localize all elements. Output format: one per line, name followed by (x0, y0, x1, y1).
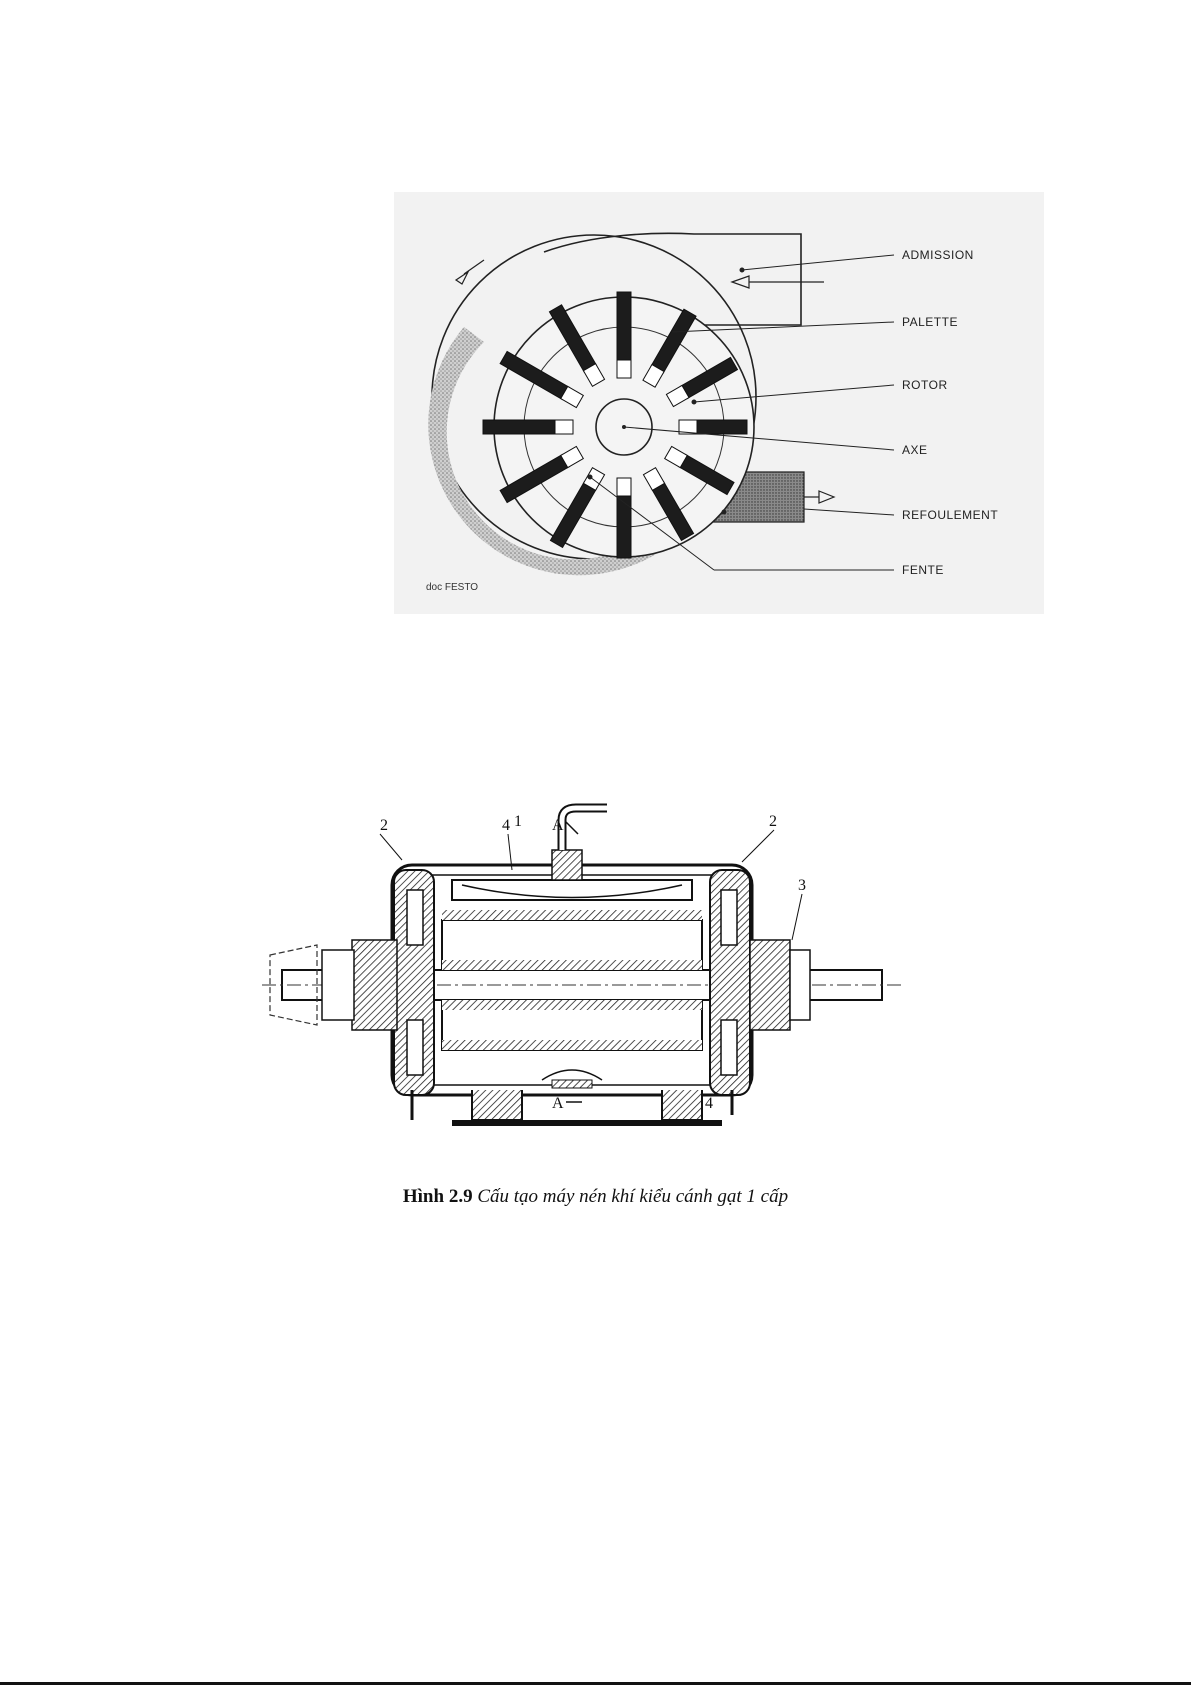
part-number-2-right: 2 (769, 813, 777, 830)
figure-credit: doc FESTO (426, 582, 479, 593)
part-number-2-left: 2 (380, 817, 388, 834)
label-rotor: ROTOR (902, 378, 948, 392)
caption-text: Cấu tạo máy nén khí kiểu cánh gạt 1 cấp (477, 1186, 789, 1207)
section-mark-a-bottom: A (552, 1095, 564, 1112)
part-number-3: 3 (798, 877, 806, 894)
label-admission: ADMISSION (902, 248, 974, 262)
part-number-4-top: 4 (502, 817, 510, 834)
caption-number: Hình 2.9 (402, 1186, 473, 1207)
part-number-4-bottom: 4 (705, 1095, 713, 1112)
compressor-section-drawing (262, 790, 902, 1130)
label-axe: AXE (902, 443, 928, 457)
label-fente: FENTE (902, 563, 944, 577)
section-mark-a-top: A (552, 817, 564, 834)
label-refoulement: REFOULEMENT (902, 508, 999, 522)
figure-caption (0, 1186, 1191, 1208)
vane-compressor-diagram (394, 192, 1044, 614)
label-palette: PALETTE (902, 315, 958, 329)
part-number-1: 1 (514, 813, 522, 830)
